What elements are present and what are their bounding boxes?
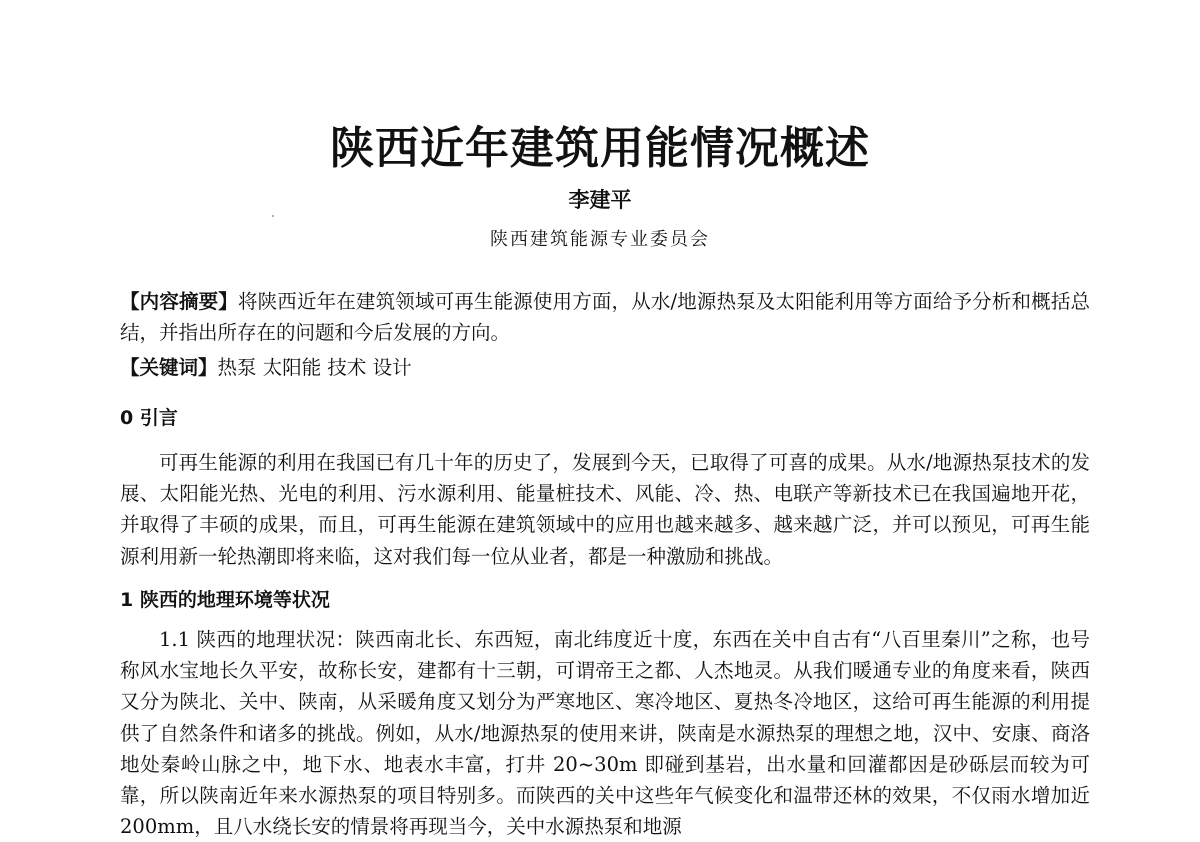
author-affiliation: 陕西建筑能源专业委员会 — [490, 229, 710, 250]
keywords-label: 【关键词】 — [120, 356, 218, 379]
paper-title: 陕西近年建筑用能情况概述 — [330, 123, 870, 174]
scan-speck — [272, 215, 274, 217]
introduction-paragraph: 可再生能源的利用在我国已有几十年的历史了，发展到今天，已取得了可喜的成果。从水/地源热泵技术的发展、太阳能光热、光电的利用、污水源利用、能量桩技术、风能、冷、热、电联产等新技术已在我国遍地开花，并取得了丰硕的成果，而且，可再生能源在建筑领域中的应用也越来越多、越来越广泛，并可以预见，可再生能源利用新一轮热潮即将来临，这对我们每一位从业者，都是一种激励和挑战。 — [120, 451, 1090, 568]
section-heading-geography: 1 陕西的地理环境等状况 — [120, 589, 330, 611]
keywords-text: 热泵 太阳能 技术 设计 — [217, 356, 412, 379]
keywords — [120, 352, 1090, 383]
geography-paragraph: 1.1 陕西的地理状况：陕西南北长、东西短，南北纬度近十度，东西在关中自古有“八百里秦川”之称，也号称风水宝地长久平安，故称长安，建都有十三朝，可谓帝王之都、人杰地灵。从我们暖通专业的角度来看，陕西又分为陕北、关中、陕南，从采暖角度又划分为严寒地区、寒冷地区、夏热冬冷地区，这给可再生能源的利用提供了自然条件和诸多的挑战。例如，从水/地源热泵的使用来讲，陕南是水源热泵的理想之地，汉中、安康、商洛地处秦岭山脉之中，地下水、地表水丰富，打井 20~30m 即碰到基岩，出水量和回灌都因是砂砾层而较为可靠，所以陕南近年来水源热泵的项目特别多。而陕西的关中这些年气候变化和温带还林的效果，不仅雨水增加近 200mm，且八水绕长安的情景将再现当今，关中水源热泵和地源 — [120, 628, 1090, 839]
abstract-text: 将陕西近年在建筑领域可再生能源使用方面，从水/地源热泵及太阳能利用等方面给予分析和概括总结，并指出所存在的问题和今后发展的方向。 — [120, 290, 1090, 344]
section-heading-introduction: 0 引言 — [120, 407, 178, 429]
author-name: 李建平 — [568, 188, 632, 212]
abstract — [120, 286, 1090, 348]
abstract-label: 【内容摘要】 — [120, 290, 238, 313]
